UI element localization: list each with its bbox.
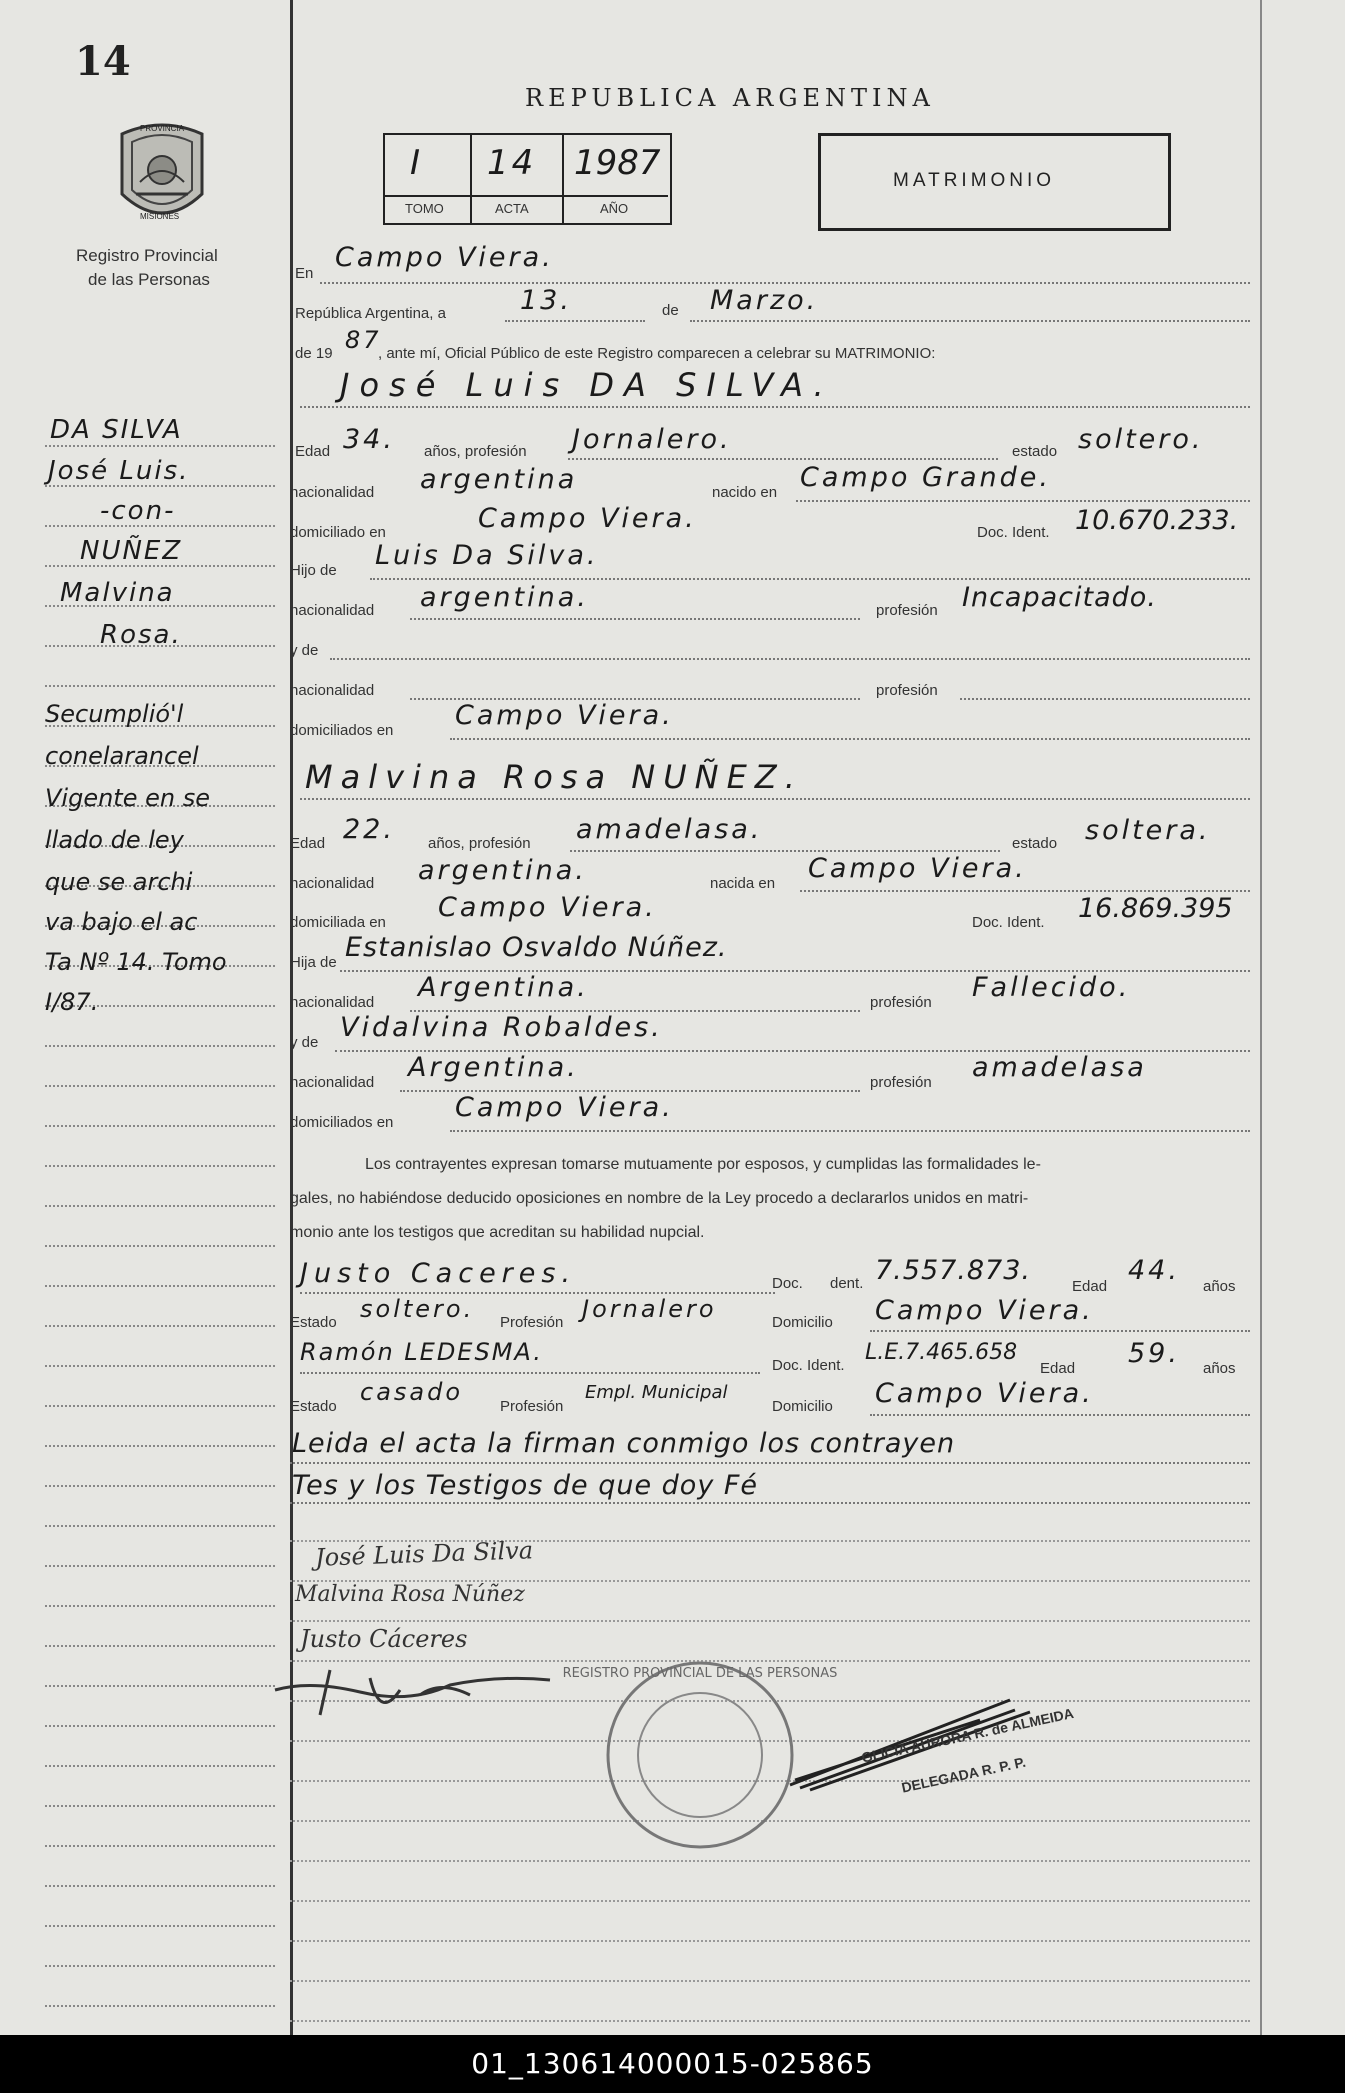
margin-ruled-line [45, 1205, 275, 1207]
document-title: REPUBLICA ARGENTINA [525, 84, 935, 112]
tomo-label: TOMO [405, 201, 444, 216]
label-edad: Edad [290, 835, 326, 852]
testigo1-domicilio: Campo Viera. [875, 1295, 1094, 1326]
margin-ruled-line [45, 1445, 275, 1447]
margin-note-line: va bajo el ac [45, 908, 198, 936]
declaration-line: Los contrayentes expresan tomarse mutuamente por esposos, y cumplidas las formalidades le- [365, 1156, 1041, 1173]
testigo1-doc: 7.557.873. [875, 1255, 1031, 1286]
novio-profesion: Jornalero. [572, 424, 732, 455]
label-profesion: profesión [870, 994, 932, 1011]
label-profesion-w1: Profesión [500, 1314, 564, 1331]
novio-estado: soltero. [1078, 424, 1204, 455]
margin-ruled-line [45, 1845, 275, 1847]
document-id-footer: 01_130614000015-025865 [0, 2035, 1345, 2093]
label-domicilio-w2: Domicilio [772, 1398, 833, 1415]
margin-ruled-line [45, 1965, 275, 1967]
testigo1-edad: 44. [1128, 1255, 1180, 1286]
novia-madre: Vidalvina Robaldes. [340, 1012, 663, 1043]
testigo2-domicilio: Campo Viera. [875, 1378, 1094, 1409]
label-republica: República Argentina, a [295, 305, 446, 322]
margin-ruled-line [45, 2005, 275, 2007]
signature-novio: José Luis Da Silva [314, 1536, 534, 1572]
novia-nombre: Malvina Rosa NUÑEZ. [305, 758, 803, 796]
label-anos-profesion: años, profesión [424, 443, 527, 460]
margin-ruled-line [45, 1885, 275, 1887]
seal-top-text: PROVINCIA [140, 124, 185, 133]
novio-edad: 34. [343, 424, 395, 455]
acta-value: 14 [487, 143, 537, 183]
margin-ruled-line [45, 1125, 275, 1127]
label-de-mes: de [662, 302, 679, 319]
margin-note-line: I/87. [45, 988, 99, 1016]
official-signature-name: GLICIA AURORA R. de ALMEIDA [860, 1704, 1076, 1766]
novio-nacionalidad: argentina [420, 464, 578, 495]
document-type-label: MATRIMONIO [893, 170, 1056, 191]
label-hija-de: Hija de [290, 954, 337, 971]
ruled-line [290, 1900, 1250, 1902]
novio-padre-profesion: Incapacitado. [962, 582, 1157, 613]
official-stamp-text: REGISTRO PROVINCIAL DE LAS PERSONAS [562, 1666, 838, 1681]
label-doc-ident: Doc. Ident. [972, 914, 1045, 931]
testigo2-nombre: Ramón LEDESMA. [300, 1338, 543, 1366]
document-type-box [818, 133, 1171, 231]
novia-edad: 22. [343, 814, 395, 845]
novio-padres-domicilio: Campo Viera. [455, 700, 674, 731]
ruled-line [290, 1940, 1250, 1942]
label-domiciliados-en: domiciliados en [290, 1114, 394, 1131]
label-edad-w2: Edad [1040, 1360, 1076, 1377]
declaration-line: monio ante los testigos que acreditan su habilidad nupcial. [290, 1224, 705, 1241]
novia-padres-domicilio: Campo Viera. [455, 1092, 674, 1123]
tomo-value: I [410, 143, 424, 183]
label-y-de: y de [290, 642, 319, 659]
margin-ruled-line [45, 1645, 275, 1647]
ruled-line [290, 1860, 1250, 1862]
testigo1-nombre: Justo Caceres. [300, 1258, 577, 1289]
margin-note-line: NUÑEZ [80, 536, 183, 566]
label-edad-w1: Edad [1072, 1278, 1108, 1295]
novio-nombre: José Luis DA SILVA. [340, 366, 834, 404]
label-y-de: y de [290, 1034, 319, 1051]
testigo1-profesion: Jornalero [582, 1295, 717, 1323]
novio-domicilio: Campo Viera. [478, 503, 697, 534]
label-en: En [295, 265, 314, 282]
testigo2-estado: casado [360, 1378, 464, 1406]
label-nacionalidad: nacionalidad [290, 994, 375, 1011]
novia-madre-nacionalidad: Argentina. [408, 1052, 579, 1083]
label-nacionalidad: nacionalidad [290, 682, 375, 699]
official-signature-title: DELEGADA R. P. P. [900, 1753, 1028, 1796]
label-intro: , ante mí, Oficial Público de este Registro comparecen a celebrar su MATRIMONIO: [378, 345, 936, 362]
novia-doc: 16.869.395 [1078, 893, 1233, 924]
margin-ruled-line [45, 685, 275, 687]
label-estado-w1: Estado [290, 1314, 337, 1331]
margin-ruled-line [45, 1765, 275, 1767]
signature-novia: Malvina Rosa Núñez [295, 1582, 525, 1607]
margin-ruled-line [45, 1045, 275, 1047]
seal-bottom-text: MISIONES [140, 212, 180, 221]
margin-ruled-line [45, 1365, 275, 1367]
margin-note-line: Vigente en se [45, 784, 210, 812]
label-domiciliado-en: domiciliado en [290, 524, 386, 541]
ruled-line [290, 1980, 1250, 1982]
signature-scribble-icon [270, 1650, 590, 1730]
margin-ruled-line [45, 1325, 275, 1327]
label-nacionalidad: nacionalidad [290, 602, 375, 619]
label-doc-ident-w2: Doc. Ident. [772, 1357, 845, 1374]
margin-ruled-line [45, 1085, 275, 1087]
label-domiciliada-en: domiciliada en [290, 914, 386, 931]
label-nacido-en: nacido en [712, 484, 778, 501]
acta-label: ACTA [495, 201, 529, 216]
novia-estado: soltera. [1085, 815, 1211, 846]
novia-padre: Estanislao Osvaldo Núñez. [345, 932, 728, 963]
label-anos-profesion: años, profesión [428, 835, 531, 852]
novia-padre-profesion: Fallecido. [972, 972, 1131, 1003]
testigo2-doc: L.E.7.465.658 [865, 1340, 1018, 1365]
label-estado: estado [1012, 835, 1058, 852]
testigo2-edad: 59. [1128, 1338, 1180, 1369]
ruled-line [290, 1620, 1250, 1622]
novio-doc: 10.670.233. [1075, 505, 1239, 536]
label-estado: estado [1012, 443, 1058, 460]
ruled-line [290, 2020, 1250, 2022]
label-de-19: de 19 [295, 345, 333, 362]
margin-ruled-line [45, 1405, 275, 1407]
label-domiciliados-en: domiciliados en [290, 722, 394, 739]
declaration-line: gales, no habiéndose deducido oposiciones en nombre de la Ley procedo a declararlos unidos en matri- [290, 1190, 1029, 1207]
margin-note-line: que se archi [45, 868, 193, 896]
closing-line: Leida el acta la firman conmigo los contrayen [292, 1428, 956, 1459]
testigo1-estado: soltero. [360, 1295, 475, 1323]
novia-profesion: amadelasa. [576, 814, 763, 845]
label-profesion-w2: Profesión [500, 1398, 564, 1415]
closing-line: Tes y los Testigos de que doy Fé [292, 1470, 759, 1501]
label-profesion: profesión [876, 682, 938, 699]
margin-ruled-line [45, 1725, 275, 1727]
label-profesion: profesión [876, 602, 938, 619]
registry-name-line2: de las Personas [88, 270, 210, 289]
margin-ruled-line [45, 1605, 275, 1607]
right-margin-rule [1260, 0, 1262, 2035]
margin-note-line: Rosa. [100, 620, 182, 650]
label-nacionalidad: nacionalidad [290, 1074, 375, 1091]
margin-ruled-line [45, 1685, 275, 1687]
testigo2-profesion: Empl. Municipal [585, 1382, 728, 1403]
margin-ruled-line [45, 1925, 275, 1927]
margin-note-line: conelarancel [45, 742, 199, 770]
label-hijo-de: Hijo de [290, 562, 337, 579]
novio-nacido-en: Campo Grande. [800, 462, 1051, 493]
novia-nacionalidad: argentina. [418, 855, 587, 886]
anio-label: AÑO [600, 201, 629, 216]
field-mes: Marzo. [710, 285, 819, 316]
novia-domicilio: Campo Viera. [438, 892, 657, 923]
field-anio-suffix: 87 [345, 326, 382, 354]
field-lugar: Campo Viera. [335, 242, 554, 273]
margin-note-line: Ta Nº 14. Tomo [45, 948, 227, 976]
label-estado-w2: Estado [290, 1398, 337, 1415]
signature-testigo: Justo Cáceres [300, 1625, 468, 1653]
label-anos-w2: años [1203, 1360, 1236, 1377]
label-edad: Edad [295, 443, 331, 460]
margin-note-line: DA SILVA [50, 415, 183, 445]
label-nacida-en: nacida en [710, 875, 776, 892]
label-domicilio-w1: Domicilio [772, 1314, 833, 1331]
novia-madre-profesion: amadelasa [972, 1052, 1147, 1083]
margin-note-line: Secumplió'l [45, 700, 184, 728]
margin-note-line: -con- [100, 496, 176, 526]
margin-ruled-line [45, 445, 275, 447]
margin-ruled-line [45, 1565, 275, 1567]
registry-name-line1: Registro Provincial [76, 246, 218, 265]
page-number: 14 [75, 38, 131, 85]
margin-note-line: llado de ley [45, 826, 184, 854]
margin-note-line: José Luis. [48, 456, 190, 486]
margin-ruled-line [45, 1285, 275, 1287]
label-doc-ident: Doc. Ident. [977, 524, 1050, 541]
margin-ruled-line [45, 1805, 275, 1807]
label-anos-w1: años [1203, 1278, 1236, 1295]
label-profesion: profesión [870, 1074, 932, 1091]
label-nacionalidad: nacionalidad [290, 484, 375, 501]
margin-note-line: Malvina [60, 578, 175, 608]
anio-value: 1987 [574, 143, 661, 183]
novio-padre-nacionalidad: argentina. [420, 582, 589, 613]
margin-ruled-line [45, 1245, 275, 1247]
official-stamp-icon [562, 1655, 838, 1855]
margin-ruled-line [45, 1525, 275, 1527]
label-doc: Doc. [772, 1275, 803, 1292]
label-dent: dent. [830, 1275, 864, 1292]
novia-padre-nacionalidad: Argentina. [418, 972, 589, 1003]
novio-padre: Luis Da Silva. [375, 540, 599, 571]
field-dia: 13. [520, 285, 572, 316]
margin-ruled-line [45, 1165, 275, 1167]
record-number-box [383, 133, 672, 225]
novia-nacida-en: Campo Viera. [808, 853, 1027, 884]
label-nacionalidad: nacionalidad [290, 875, 375, 892]
margin-ruled-line [45, 1485, 275, 1487]
